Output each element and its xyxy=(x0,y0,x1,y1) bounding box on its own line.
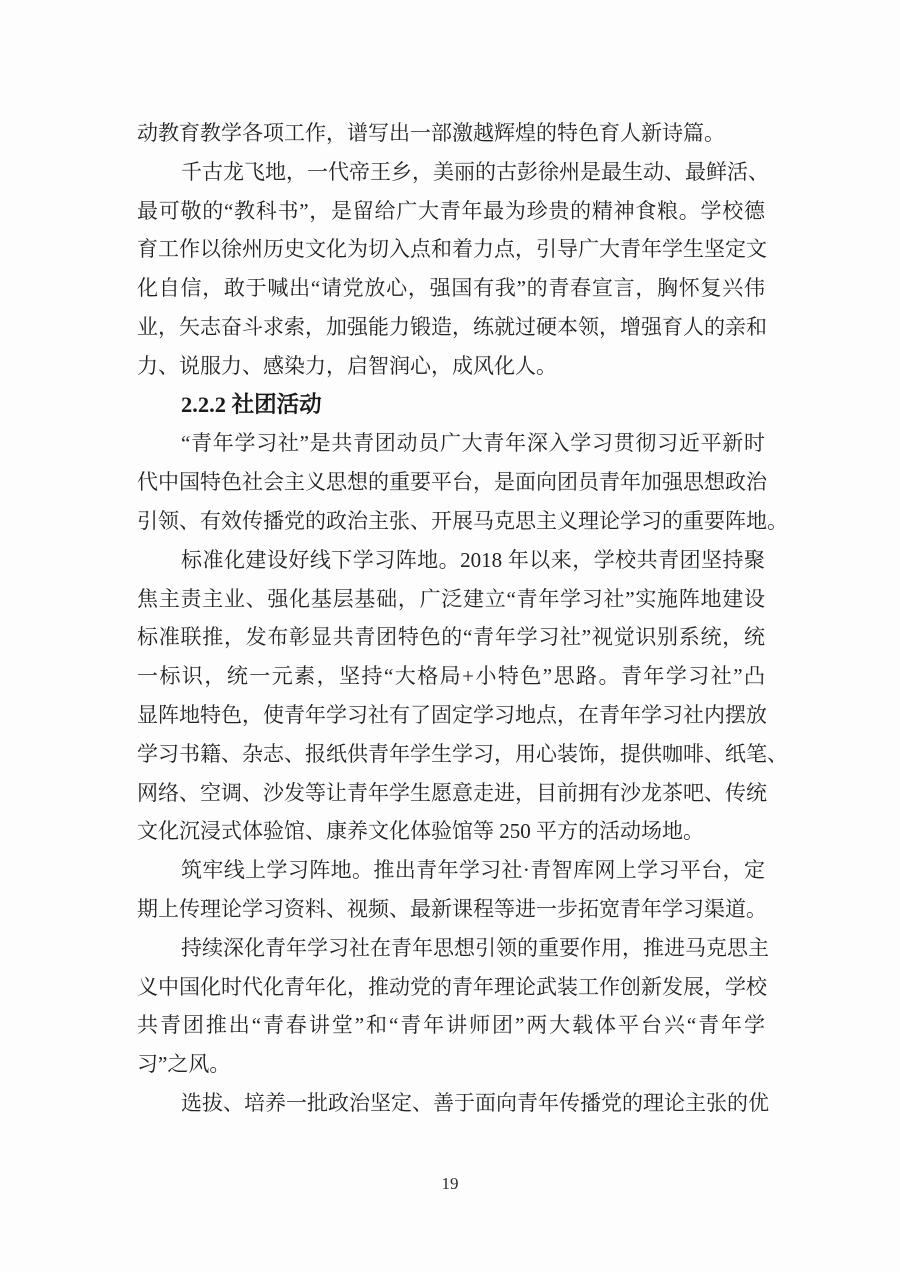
text-line: 文化沉浸式体验馆、康养文化体验馆等 250 平方的活动场地。 xyxy=(137,819,704,844)
text-block xyxy=(137,114,788,1123)
text-line: 力、说服力、感染力，启智润心，成风化人。 xyxy=(137,353,557,378)
text-line: 显阵地特色，使青年学习社有了固定学习地点，在青年学习社内摆放 xyxy=(137,702,767,727)
text-line: “青年学习社”是共青团动员广大青年深入学习贯彻习近平新时 xyxy=(181,431,765,456)
text-line: 最可敬的“教科书”，是留给广大青年最为珍贵的精神食粮。学校德 xyxy=(137,198,765,223)
text-line: 标准联推，发布彰显共青团特色的“青年学习社”视觉识别系统，统 xyxy=(137,625,765,650)
text-line: 一标识，统一元素，坚持“大格局+小特色”思路。青年学习社”凸 xyxy=(137,664,765,689)
text-line: 习”之风。 xyxy=(137,1052,231,1077)
text-line: 学习书籍、杂志、报纸供青年学生学习，用心装饰，提供咖啡、纸笔、 xyxy=(137,741,788,766)
text-line: 期上传理论学习资料、视频、最新课程等进一步拓宽青年学习渠道。 xyxy=(137,896,767,921)
text-line: 焦主责主业、强化基层基础，广泛建立“青年学习社”实施阵地建设 xyxy=(137,586,765,611)
text-line: 千古龙飞地，一代帝王乡，美丽的古彭徐州是最生动、最鲜活、 xyxy=(181,159,769,184)
page-number: 19 xyxy=(441,1174,459,1193)
text-line: 业，矢志奋斗求索，加强能力锻造，练就过硬本领，增强育人的亲和 xyxy=(137,314,767,339)
text-line: 代中国特色社会主义思想的重要平台，是面向团员青年加强思想政治 xyxy=(137,470,767,495)
text-line: 标准化建设好线下学习阵地。2018 年以来，学校共青团坚持聚 xyxy=(181,547,765,572)
text-line: 义中国化时代化青年化，推动党的青年理论武装工作创新发展，学校 xyxy=(137,974,767,999)
text-line: 育工作以徐州历史文化为切入点和着力点，引导广大青年学生坚定文 xyxy=(137,237,767,262)
text-line: 共青团推出“青春讲堂”和“青年讲师团”两大载体平台兴“青年学 xyxy=(137,1013,765,1038)
text-line: 动教育教学各项工作，谱写出一部激越辉煌的特色育人新诗篇。 xyxy=(137,121,725,145)
text-line: 筑牢线上学习阵地。推出青年学习社·青智库网上学习平台，定 xyxy=(181,858,765,883)
text-line: 网络、空调、沙发等让青年学生愿意走进，目前拥有沙龙茶吧、传统 xyxy=(137,780,767,805)
text-line: 引领、有效传播党的政治主张、开展马克思主义理论学习的重要阵地。 xyxy=(137,508,788,533)
text-line: 持续深化青年学习社在青年思想引领的重要作用，推进马克思主 xyxy=(181,935,769,960)
text-line: 选拔、培养一批政治坚定、善于面向青年传播党的理论主张的优 xyxy=(181,1090,769,1115)
text-line: 化自信，敢于喊出“请党放心，强国有我”的青春宣言，胸怀复兴伟 xyxy=(137,276,765,301)
section-heading: 2.2.2 社团活动 xyxy=(181,391,322,417)
